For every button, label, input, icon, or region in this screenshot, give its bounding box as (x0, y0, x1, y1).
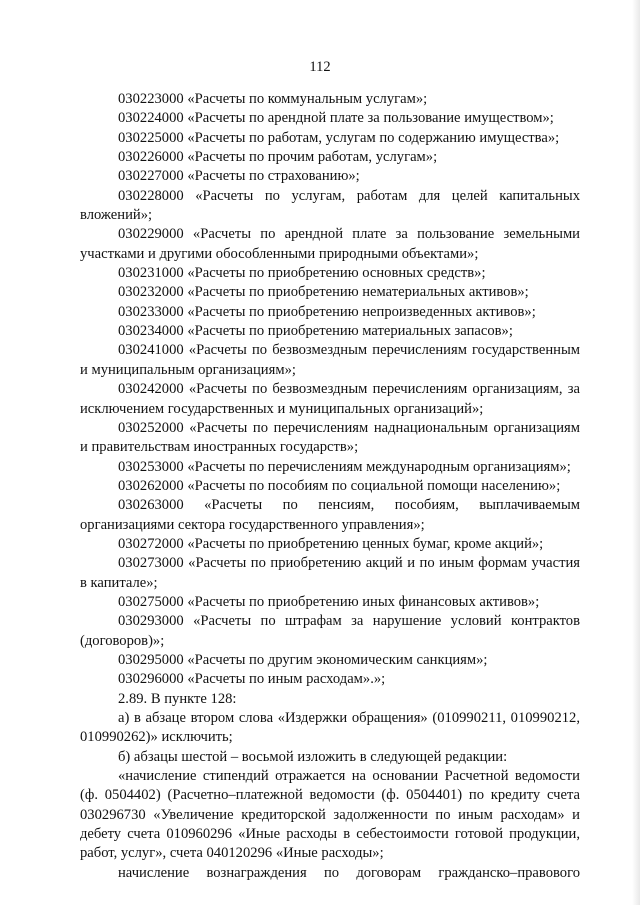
paragraph: «начисление стипендий отражается на основании Расчетной ведомости (ф. 0504402) (Расчетно–платежной ведомости (ф. 0504401) по кредиту счета 030296730 «Увеличение кредиторской задолженности по иным расходам» и дебету счета 010960296 «Иные расходы в себестоимости готовой продукции, работ, услуг», счета 040120296 «Иные расходы»; (80, 768, 580, 862)
paragraph: 030275000 «Расчеты по приобретению иных финансовых активов»; (118, 593, 540, 610)
paragraph: 030295000 «Расчеты по другим экономическим санкциям»; (118, 651, 488, 668)
paragraph: 030272000 «Расчеты по приобретению ценных бумаг, кроме акций»; (118, 535, 544, 552)
paragraph: 030242000 «Расчеты по безвозмездным перечислениям организациям, за исключением государственных и муниципальных организаций»; (80, 381, 580, 417)
scan-edge-shadow (632, 0, 640, 905)
paragraph: 030232000 «Расчеты по приобретению нематериальных активов»; (118, 284, 529, 301)
paragraph: 2.89. В пункте 128: (118, 690, 237, 707)
paragraph: 030252000 «Расчеты по перечислениям наднациональным организациям и правительствам иностранных государств»; (80, 419, 580, 456)
paragraph: 030262000 «Расчеты по пособиям по социальной помощи населению»; (118, 477, 561, 494)
paragraph: 030226000 «Расчеты по прочим работам, услугам»; (118, 149, 438, 166)
document-body (80, 90, 580, 883)
paragraph: 030228000 «Расчеты по услугам, работам для целей капитальных вложений»; (80, 187, 580, 224)
paragraph: б) абзацы шестой – восьмой изложить в следующей редакции: (118, 748, 508, 765)
paragraph: 030229000 «Расчеты по арендной плате за пользование земельными участками и другими обособленными природными объектами»; (80, 226, 580, 262)
paragraph: 030227000 «Расчеты по страхованию»; (118, 168, 360, 185)
paragraph-continued: начисление вознаграждения по договорам гражданско–правового (118, 864, 580, 881)
paragraph: 030263000 «Расчеты по пенсиям, пособиям, выплачиваемым организациями сектора государственного управления»; (80, 497, 580, 533)
paragraph: 030241000 «Расчеты по безвозмездным перечислениям государственным и муниципальным организациям»; (80, 342, 580, 378)
paragraph: 030233000 «Расчеты по приобретению непроизведенных активов»; (118, 303, 536, 320)
paragraph: 030293000 «Расчеты по штрафам за нарушение условий контрактов (договоров)»; (80, 613, 580, 649)
paragraph: 030231000 «Расчеты по приобретению основных средств»; (118, 265, 486, 282)
paragraph: 030225000 «Расчеты по работам, услугам по содержанию имущества»; (118, 129, 560, 146)
paragraph: 030296000 «Расчеты по иным расходам».»; (118, 671, 386, 688)
page-number: 112 (309, 59, 331, 75)
paragraph: 030234000 «Расчеты по приобретению материальных запасов»; (118, 323, 513, 340)
paragraph: 030273000 «Расчеты по приобретению акций и по иным формам участия в капитале»; (80, 555, 580, 591)
paragraph: 030224000 «Расчеты по арендной плате за пользование имуществом»; (118, 110, 554, 127)
paragraph: а) в абзаце втором слова «Издержки обращения» (010990211, 010990212, 010990262)» исключить; (80, 710, 580, 746)
paragraph: 030253000 «Расчеты по перечислениям международным организациям»; (118, 458, 571, 475)
paragraph: 030223000 «Расчеты по коммунальным услугам»; (118, 91, 428, 107)
